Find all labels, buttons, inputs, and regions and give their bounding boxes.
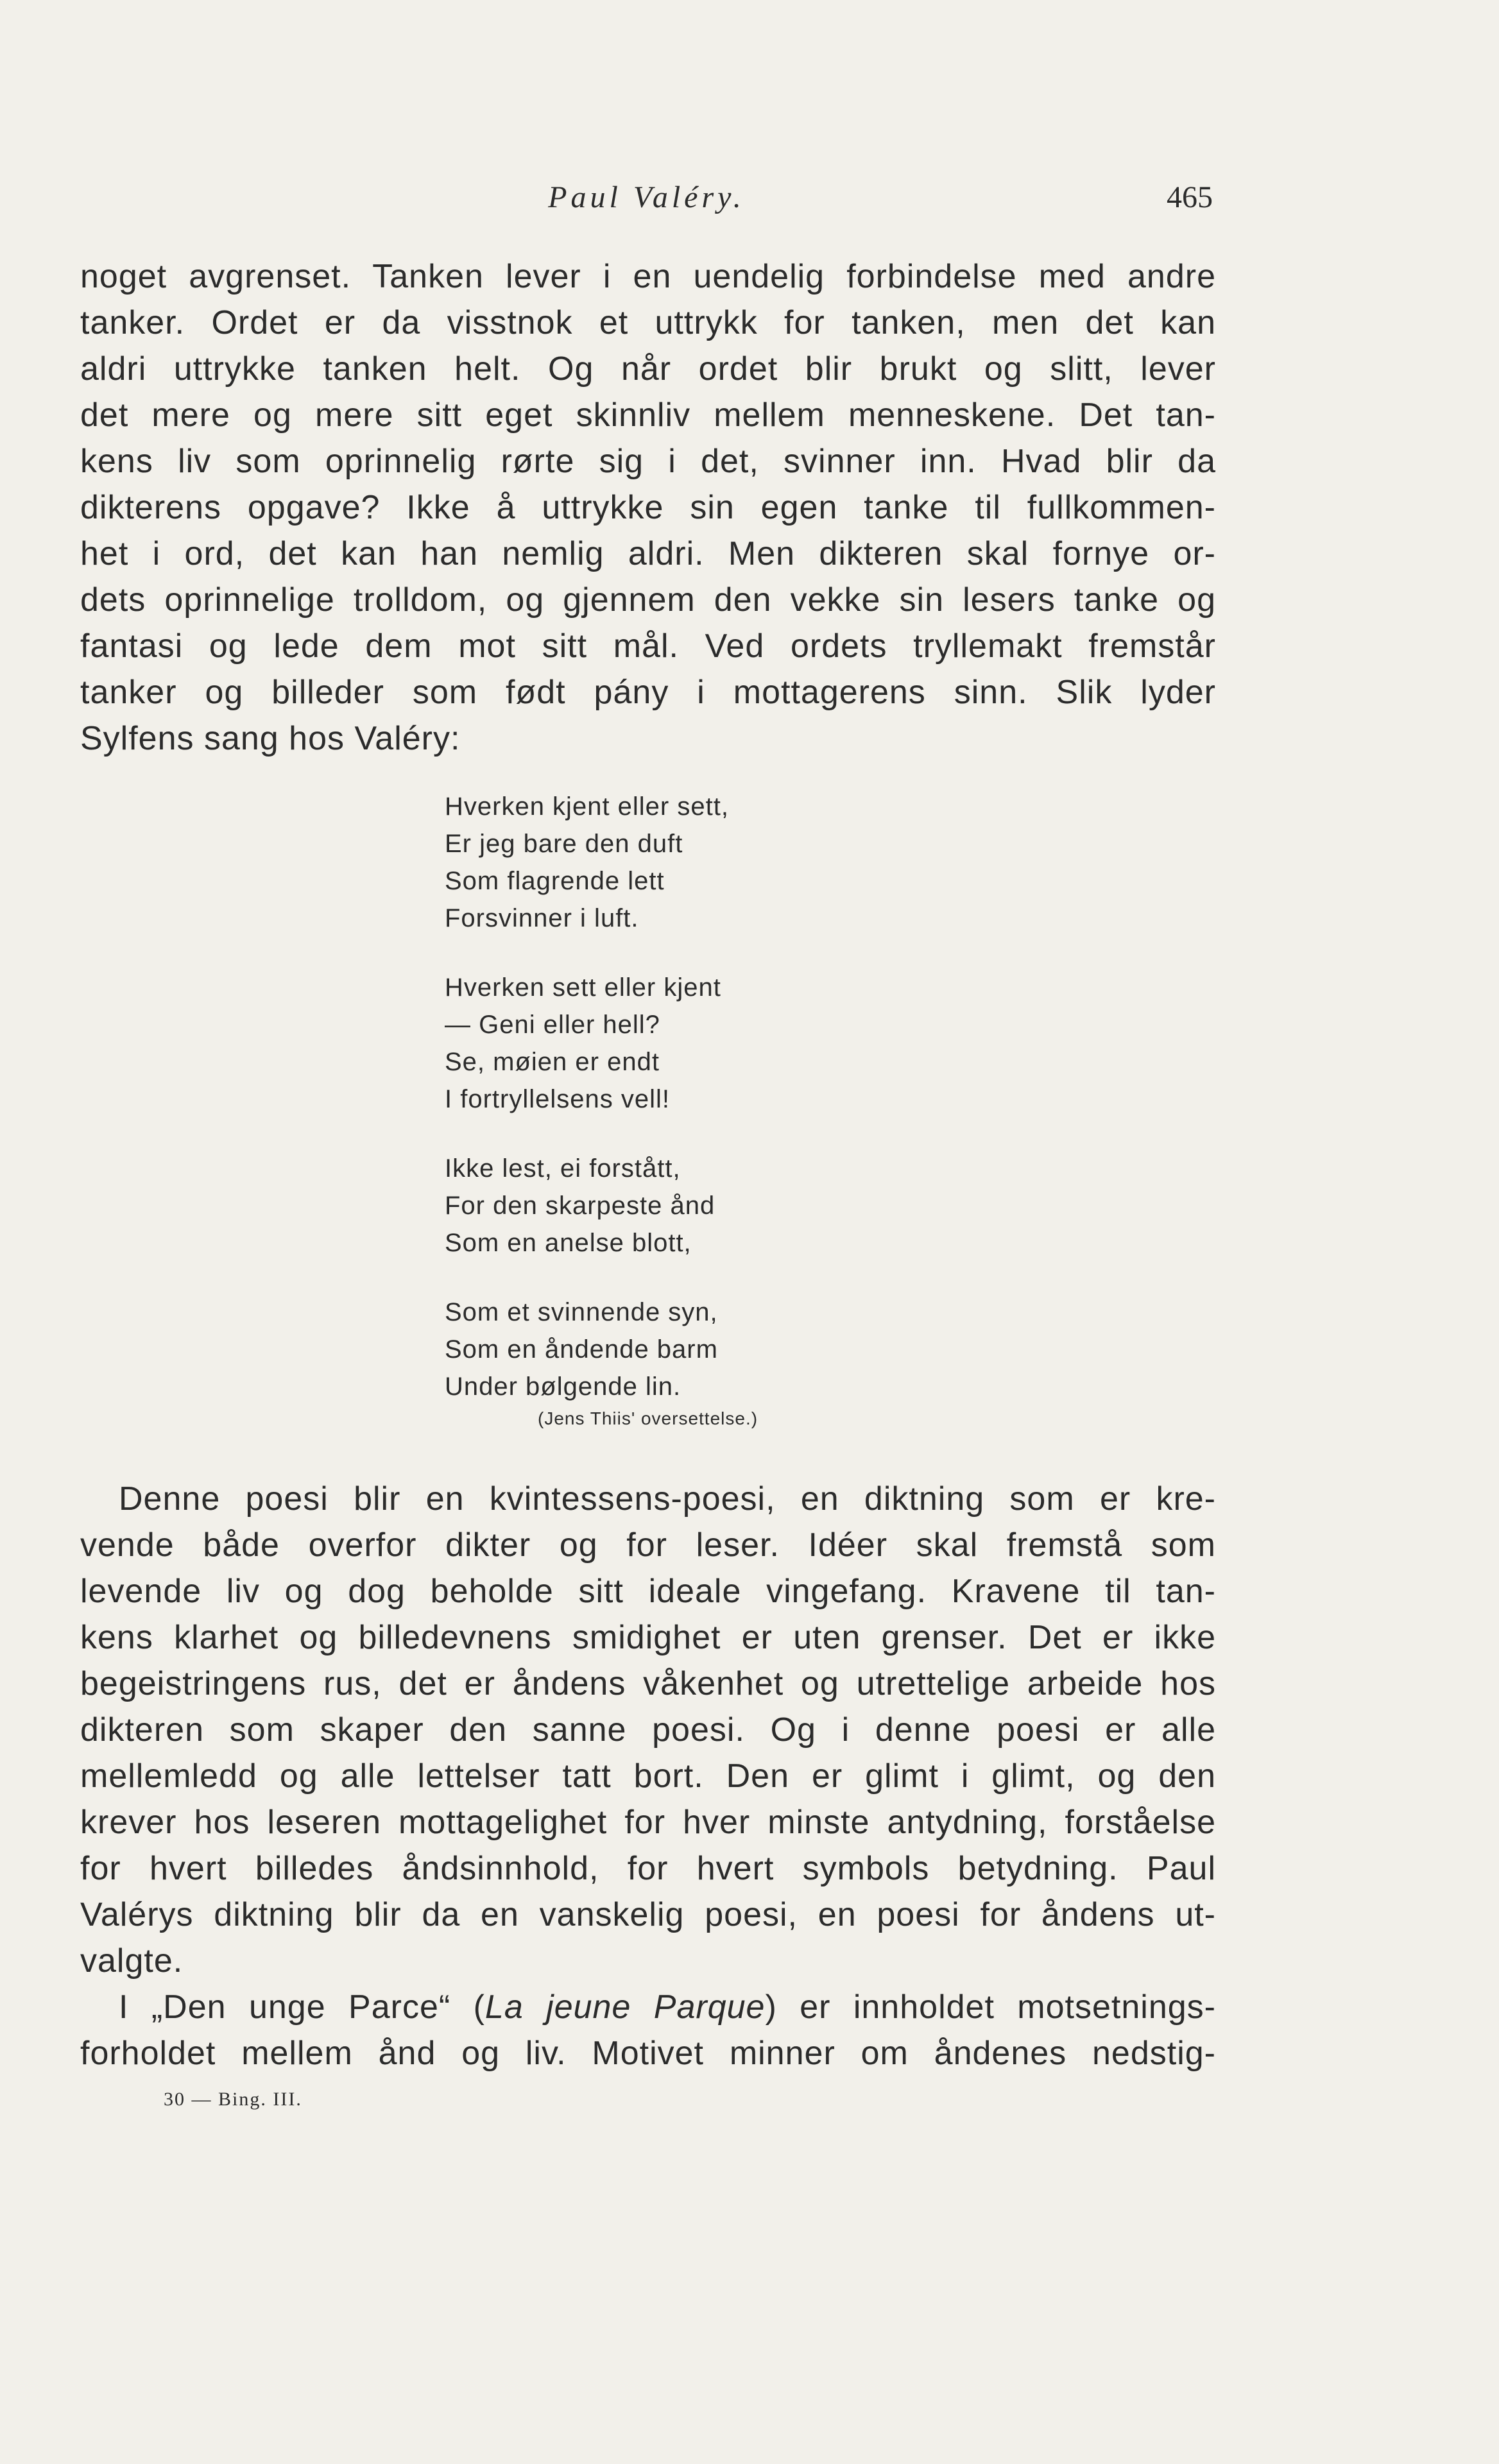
poem-line: Som en åndende barm bbox=[445, 1335, 718, 1364]
poem-line: Er jeg bare den duft bbox=[445, 830, 683, 858]
running-head bbox=[80, 180, 1213, 225]
poem-line: Hverken sett eller kjent bbox=[445, 973, 721, 1002]
poem-line: Se, møien er endt bbox=[445, 1048, 660, 1076]
text-line: levende liv og dog beholde sitt ideale vingefang. Kravene til tan- bbox=[80, 1573, 1216, 1610]
poem-line: — Geni eller hell? bbox=[445, 1011, 660, 1039]
text-line: vende både overfor dikter og for leser. Idéer skal fremstå som bbox=[80, 1527, 1216, 1564]
poem-line: I fortryllelsens vell! bbox=[445, 1085, 670, 1113]
text-fragment: I „Den unge Parce“ ( bbox=[119, 1989, 485, 2026]
poem-line: For den skarpeste ånd bbox=[445, 1192, 715, 1220]
poem-stanza bbox=[445, 788, 729, 937]
running-title: Paul Valéry. bbox=[548, 180, 745, 214]
text-fragment: ) er innholdet motsetnings- bbox=[765, 1989, 1216, 2026]
paragraph-2 bbox=[80, 1476, 1216, 2076]
poem-credit: (Jens Thiis' oversettelse.) bbox=[538, 1408, 758, 1428]
text-line: dikterens opgave? Ikke å uttrykke sin egen tanke til fullkommen- bbox=[80, 489, 1216, 526]
text-line: forholdet mellem ånd og liv. Motivet minner om åndenes nedstig- bbox=[80, 2035, 1216, 2072]
poem-stanza bbox=[445, 1150, 729, 1262]
text-line: for hvert billedes åndsinnhold, for hvert symbols betydning. Paul bbox=[80, 1850, 1216, 1887]
poem-line: Som et svinnende syn, bbox=[445, 1298, 718, 1326]
paragraph-1 bbox=[80, 253, 1216, 762]
printer-signature: 30 — Bing. III. bbox=[164, 2089, 302, 2110]
text-line: krever hos leseren mottagelighet for hver minste antydning, forståelse bbox=[80, 1804, 1216, 1841]
text-line: aldri uttrykke tanken helt. Og når ordet blir brukt og slitt, lever bbox=[80, 350, 1216, 388]
poem bbox=[445, 788, 729, 1437]
text-line: het i ord, det kan han nemlig aldri. Men dikteren skal fornye or- bbox=[80, 535, 1216, 572]
text-line: Valérys diktning blir da en vanskelig poesi, en poesi for åndens ut- bbox=[80, 1896, 1216, 1933]
book-title: La jeune Parque bbox=[484, 1989, 766, 2026]
poem-line: Hverken kjent eller sett, bbox=[445, 792, 729, 821]
text-line: noget avgrenset. Tanken lever i en uendelig forbindelse med andre bbox=[80, 258, 1216, 295]
text-line: tanker. Ordet er da visstnok et uttrykk for tanken, men det kan bbox=[80, 304, 1216, 341]
text-line: tanker og billeder som født pány i mottagerens sinn. Slik lyder bbox=[80, 674, 1216, 711]
text-line: kens klarhet og billedevnens smidighet er uten grenser. Det er ikke bbox=[80, 1619, 1216, 1656]
poem-stanza bbox=[445, 1294, 729, 1405]
text-line: mellemledd og alle lettelser tatt bort. Den er glimt i glimt, og den bbox=[80, 1758, 1216, 1795]
poem-line: Forsvinner i luft. bbox=[445, 904, 639, 932]
text-line: det mere og mere sitt eget skinnliv mellem menneskene. Det tan- bbox=[80, 397, 1216, 434]
poem-line: Ikke lest, ei forstått, bbox=[445, 1154, 681, 1183]
text-line: kens liv som oprinnelig rørte sig i det, svinner inn. Hvad blir da bbox=[80, 443, 1216, 480]
text-line: Sylfens sang hos Valéry: bbox=[80, 720, 461, 757]
text-line: dikteren som skaper den sanne poesi. Og i denne poesi er alle bbox=[80, 1711, 1216, 1749]
text-line: dets oprinnelige trolldom, og gjennem den vekke sin lesers tanke og bbox=[80, 581, 1216, 619]
text-line: valgte. bbox=[80, 1942, 184, 1980]
text-line: begeistringens rus, det er åndens våkenhet og utrettelige arbeide hos bbox=[80, 1665, 1216, 1702]
text-line bbox=[80, 1984, 1216, 2030]
poem-line: Som flagrende lett bbox=[445, 867, 665, 895]
poem-line: Som en anelse blott, bbox=[445, 1229, 692, 1257]
poem-line: Under bølgende lin. bbox=[445, 1373, 681, 1401]
poem-stanza bbox=[445, 969, 729, 1118]
page-number: 465 bbox=[1167, 180, 1213, 214]
text-line: Denne poesi blir en kvintessens-poesi, en diktning som er kre- bbox=[119, 1480, 1216, 1518]
text-line: fantasi og lede dem mot sitt mål. Ved ordets tryllemakt fremstår bbox=[80, 628, 1216, 665]
